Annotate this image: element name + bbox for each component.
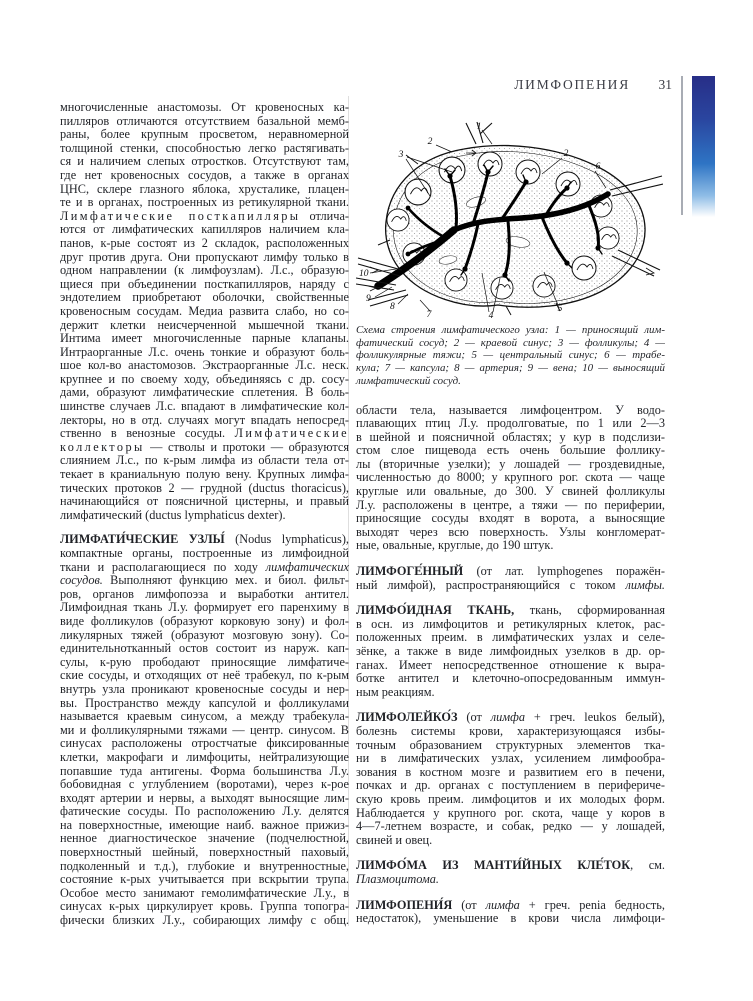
text-line: в шейной и поясничной областях; у кур в подслизи- bbox=[356, 429, 665, 444]
text-line: кровеносным сосудам. Медиа развита слабо, но со- bbox=[60, 303, 349, 318]
text-line: поверхностный шейный, поверхностный паховый, bbox=[60, 845, 349, 860]
lymph-node-diagram bbox=[356, 120, 663, 318]
text-line: точным образованием структурных элементов тка- bbox=[356, 737, 665, 752]
entry-lympholeukosis bbox=[356, 711, 665, 847]
text-line: области тела, называется лимфоцентром. У водо- bbox=[356, 402, 665, 417]
text-line: скую кровь преим. лимфоцитов и их молодых форм. bbox=[356, 791, 665, 806]
text-line: слиянием Л.с., по к-рым лимфа из области тела от- bbox=[60, 453, 349, 468]
text-line: толщиной стенки, способностью легко растягивать- bbox=[60, 140, 349, 155]
text-line: ЛИМФАТИ́ЧЕСКИЕ УЗЛЫ́ (Nodus lymphaticus), bbox=[60, 532, 350, 547]
text-line: лимфатический сосуд. bbox=[356, 374, 461, 387]
text-line: Плазмоцитома. bbox=[356, 871, 439, 886]
text-line: бобовидная с углублением (воротами), через к-рое bbox=[60, 777, 349, 792]
figure-label-2: 2 bbox=[427, 137, 433, 147]
text-line: кула; 7 — капсула; 8 — артерия; 9 — вена; 10 — выносящий bbox=[356, 362, 665, 375]
figure-label-3: 3 bbox=[398, 150, 404, 160]
lymph-node-figure bbox=[356, 120, 665, 318]
text-line: ЛИМФО́ИДНАЯ ТКАНЬ, ткань, сформированная bbox=[356, 603, 665, 618]
text-line: ров, органов лимфопоэза и выработки антител. bbox=[60, 586, 349, 601]
text-line: фатический сосуд; 2 — краевой синус; 3 — фолликулы; 4 — bbox=[356, 336, 665, 349]
text-line: ткани и располагающиеся по ходу лимфатических bbox=[60, 559, 349, 574]
text-line: сосудов. Выполняют функцию мех. и биол. фильт- bbox=[60, 573, 349, 588]
text-line: эндотелием приобретают оболочки, свойственные bbox=[60, 290, 349, 305]
text-line: ликулярных тяжей (образуют мозговую зону). Со- bbox=[60, 627, 349, 642]
text-line: лекторы, но в отд. случаях могут впадать непосред- bbox=[60, 412, 349, 427]
figure-label-9: 9 bbox=[366, 294, 371, 304]
paragraph-lymphatic-vessels bbox=[60, 101, 349, 522]
text-line: те и в органах, построенных из ретикулярной ткани. bbox=[60, 195, 349, 210]
running-title: ЛИМФОПЕНИЯ bbox=[514, 77, 630, 92]
text-line: пилляров отличаются отсутствием базальной мемб- bbox=[60, 113, 349, 128]
accent-gradient-bar bbox=[692, 76, 715, 217]
text-line: ботке антител и клеточно-опосредованным иммун- bbox=[356, 671, 665, 686]
page-number: 31 bbox=[658, 77, 672, 92]
text-line: единительнотканный остов состоит из наруж. кап- bbox=[60, 641, 349, 656]
text-line: ЦНС, склере глазного яблока, хрусталике, плацен- bbox=[60, 181, 349, 196]
header-rule bbox=[681, 76, 683, 215]
text-line: Наблюдается у крупного рог. скота, чаще у коров в bbox=[356, 805, 665, 820]
entry-lymphopenia bbox=[356, 899, 665, 926]
text-line: Интима имеет многочисленные парные клапаны. bbox=[60, 331, 349, 346]
text-line: Лимфатические посткапилляры отлича- bbox=[60, 208, 349, 223]
text-line: подколенный и т.д.), глубокие и внутренностные, bbox=[60, 858, 349, 873]
text-line: Интраорганные Л.с. очень тонкие и образуют боль- bbox=[60, 344, 349, 359]
text-line: панов, к-рые состоят из 2 складок, расположенных bbox=[60, 235, 349, 250]
text-line: зования в костном мозге и развитием его в печени, bbox=[356, 764, 665, 779]
text-line: дами, образуют лимфатические сплетения. В боль- bbox=[60, 385, 349, 400]
text-line: приносящие сосуды входят в ворота, а выносящие bbox=[356, 511, 665, 526]
text-line: ным реакциям. bbox=[356, 684, 435, 699]
text-line: сулы, к-рую прободают приносящие лимфатиче- bbox=[60, 654, 349, 669]
text-line: ЛИМФОПЕНИ́Я (от лимфа + греч. penia бедность, bbox=[356, 897, 665, 912]
text-line: ми и фолликулярными тяжами — центр. синусом. В bbox=[60, 722, 349, 737]
text-line: шое кол-во анастомозов. Экстраорганные Л.с. неск. bbox=[60, 358, 349, 373]
text-line: ЛИМФОГЕ́ННЫЙ (от лат. lymphogenes поражён- bbox=[356, 564, 665, 579]
text-line: 4—7-летнем возрасте, и собак, редко — у лошадей, bbox=[356, 819, 665, 834]
text-line: ный лимфой), распространяющийся с током лимфы. bbox=[356, 577, 665, 592]
text-line: ются от лимфатических капилляров наличием кла- bbox=[60, 222, 349, 237]
text-line: попавшие туда антигены. Форма большинства Л.у. bbox=[60, 763, 349, 778]
figure-label-8: 8 bbox=[390, 302, 395, 312]
figure-label-7: 7 bbox=[426, 310, 432, 318]
text-line: Л.у. расположены в центре, а тяжи — по периферии, bbox=[356, 497, 665, 512]
text-line: фатические сосуды. По расположению Л.у. делятся bbox=[60, 804, 349, 819]
figure-label-1: 1 bbox=[476, 122, 482, 132]
text-line: зёнке, а также в виде лимфоидных узелков в др. ор- bbox=[356, 644, 665, 659]
text-line: друг против друга. Они пропускают лимфу только в bbox=[60, 249, 349, 264]
text-line: положенных преим. в лимфатических узлах и селе- bbox=[356, 630, 665, 645]
text-line: в осн. из лимфоцитов и ретикулярных клеток, рас- bbox=[356, 616, 665, 631]
text-line: стом слое пищевода есть очень большие фоллику- bbox=[356, 443, 665, 458]
text-line: клетки, макрофаги и лимфоциты, нейтрализующие bbox=[60, 749, 349, 764]
text-line: недостаток), уменьшение в крови числа лимфоци- bbox=[356, 911, 665, 926]
text-line: щиеся при объединении посткапилляров, наряду с bbox=[60, 276, 349, 291]
text-line: ни в лимфатических узлах, усилением лимфообра- bbox=[356, 751, 665, 766]
paragraph-nodes-continuation bbox=[356, 404, 665, 554]
entry-lymphogenous bbox=[356, 565, 665, 592]
text-line: держит клетки неисчерченной мышечной ткани. bbox=[60, 317, 349, 332]
text-line: текает в краниальную полую вену. Крупных лимфа- bbox=[60, 467, 349, 482]
text-line: тических протоков 2 — грудной (ductus thoracicus), bbox=[60, 480, 349, 495]
text-line: численностью до 8000; у крупного рог. скота — чаще bbox=[356, 470, 665, 485]
text-line: шинстве случаев Л.с. впадают в лимфатические кол- bbox=[60, 399, 349, 414]
figure-label-2b: 2 bbox=[563, 149, 569, 159]
entry-lymphatic-nodes bbox=[60, 533, 349, 927]
text-line: ганах. Имеет непосредственное отношение к выра- bbox=[356, 657, 665, 672]
entry-lymphoid-tissue bbox=[356, 604, 665, 699]
text-line: называется краевым синусом, а между трабекула- bbox=[60, 709, 349, 724]
entry-mantle-cell-lymphoma bbox=[356, 859, 665, 886]
text-line: лимфатический (ductus lymphaticus dexter). bbox=[60, 507, 286, 522]
text-line: на поверхностные, имеющие наиб. важное прижиз- bbox=[60, 817, 349, 832]
text-line: внутрь узла проникают кровеносные сосуды и нер- bbox=[60, 681, 349, 696]
text-line: фолликулярные тяжи; 5 — центральный синус; 6 — трабе- bbox=[356, 349, 665, 362]
text-line: фически близких Л.у., собирающих лимфу с общ. bbox=[60, 913, 349, 928]
text-line: крупнее и по своему ходу, объединяясь с др. сосу- bbox=[60, 371, 349, 386]
text-line: где нет кровеносных сосудов, а также в органах bbox=[60, 167, 349, 182]
text-line: входят артерии и нервы, а выходят выносящие лим- bbox=[60, 790, 349, 805]
text-line: ся и наличием слепых отростков. Отсутствуют там, bbox=[60, 154, 349, 169]
text-line: круглые или овальные, до 300. У свиней фолликулы bbox=[356, 484, 665, 499]
figure-label-6: 6 bbox=[595, 162, 601, 172]
text-line: ственно в венозные сосуды. Лимфатические bbox=[60, 426, 349, 441]
text-line: вы. Пространство между капсулой и фолликулами bbox=[60, 695, 349, 710]
text-line: болезнь системы крови, характеризующаяся избы- bbox=[356, 723, 665, 738]
figure-label-4: 4 bbox=[488, 311, 494, 318]
text-line: плавающих птиц Л.у. продолговатые, по 1 или 2—3 bbox=[356, 416, 665, 431]
text-line: ские сосуды, и отходящих от неё трабекул, по к-рым bbox=[60, 668, 349, 683]
text-line: почках и др. органах с поступлением в перифериче- bbox=[356, 778, 665, 793]
text-line: выходят через всю поверхность. Узлы конгломерат- bbox=[356, 524, 665, 539]
text-line: синусах расположены отростчатые фиксированные bbox=[60, 736, 349, 751]
text-line: ненное диагностическое значение (подчелюстной, bbox=[60, 831, 349, 846]
text-line: ные, овальные, круглые, до 190 штук. bbox=[356, 538, 554, 553]
text-line: виде фолликулов (образуют корковую зону) и фол- bbox=[60, 613, 349, 628]
text-line: раны, более крупным просветом, неравномерной bbox=[60, 127, 349, 142]
text-line: ЛИМФО́МА ИЗ МАНТИ́ЙНЫХ КЛЕ́ТОК, см. bbox=[356, 858, 666, 873]
text-line: лы (вторичные узелки); у лошадей — гроздевидные, bbox=[356, 456, 665, 471]
left-column bbox=[60, 101, 349, 928]
text-line: синусах к-рых циркулирует кровь. Группа топогра- bbox=[60, 899, 349, 914]
text-line: многочисленные анастомозы. От кровеносных ка- bbox=[60, 100, 349, 114]
text-line: компактные органы, построенные из лимфоидной bbox=[60, 546, 349, 560]
figure-caption bbox=[356, 324, 665, 388]
figure-label-10: 10 bbox=[359, 269, 369, 279]
text-line: Особое место занимают гемолимфатические Л.у., в bbox=[60, 885, 349, 900]
text-line: Лимфоидная ткань Л.у. формирует его паренхиму в bbox=[60, 600, 349, 615]
figure-label-5: 5 bbox=[557, 304, 563, 314]
text-line: свиней и овец. bbox=[356, 832, 433, 847]
text-line: коллекторы — стволы и протоки — образуются bbox=[60, 439, 349, 454]
right-column bbox=[356, 101, 665, 926]
text-line: Схема строения лимфатического узла: 1 — приносящий лим- bbox=[356, 324, 665, 336]
text-line: ЛИМФОЛЕЙКО́З (от лимфа + греч. leukos белый), bbox=[356, 710, 665, 725]
text-line: начинающийся от поясничной цистерны, и правый bbox=[60, 494, 349, 509]
text-line: одном направлении (к лимфоузлам). Л.с., образую- bbox=[60, 263, 349, 278]
text-line: состояние к-рых учитывается при вскрытии трупа. bbox=[60, 872, 349, 887]
